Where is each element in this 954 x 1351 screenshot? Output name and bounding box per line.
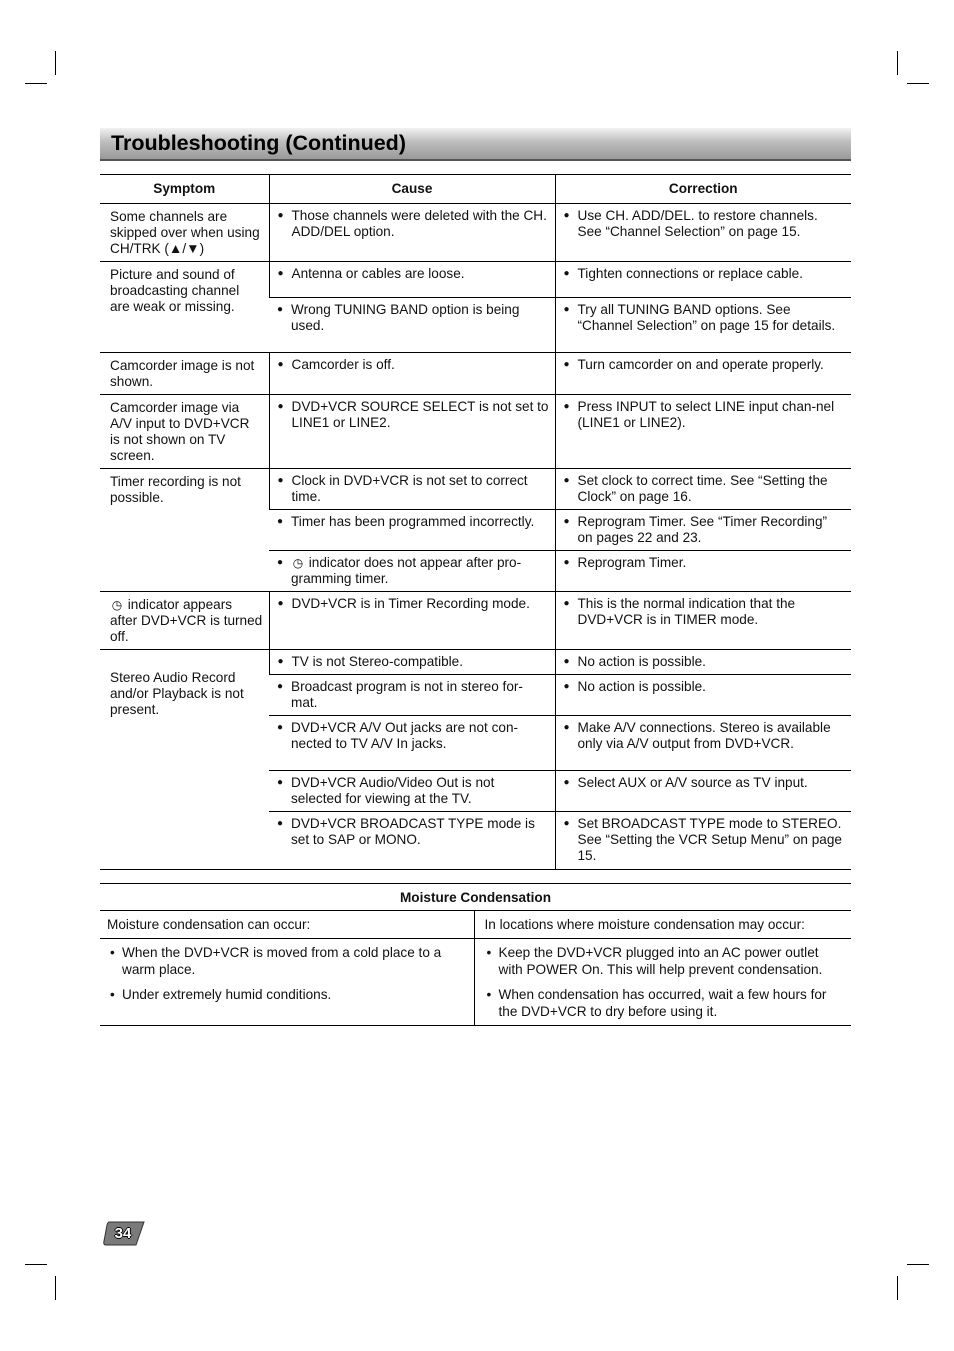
bullet-icon: ● (277, 516, 284, 527)
cause-text: DVD+VCR is in Timer Recording mode. (291, 596, 530, 611)
correction-cell (555, 812, 851, 870)
correction-text: Select AUX or A/V source as TV input. (577, 775, 808, 790)
cause-cell (269, 395, 555, 469)
title-bar (100, 128, 851, 161)
symptom-cell: Picture and sound of broadcasting channel are weak or missing. (100, 262, 269, 353)
correction-text: Set clock to correct time. See “Setting the Clock” on page 16. (577, 473, 828, 504)
bullet-icon: ● (563, 401, 570, 412)
cause-text: Camcorder is off. (291, 357, 395, 372)
symptom-text: indicator appears after DVD+VCR is turned off. (110, 597, 263, 644)
bullet-icon: ● (563, 656, 570, 667)
correction-cell (555, 592, 851, 650)
bullet-icon: ● (563, 777, 570, 788)
symptom-cell: Timer recording is not possible. (100, 469, 269, 592)
correction-cell (555, 469, 851, 510)
column-header-cause: Cause (269, 175, 555, 204)
cause-cell (269, 716, 555, 771)
bullet-icon: ● (277, 210, 284, 221)
bullet-icon: ● (277, 722, 284, 733)
cause-text: TV is not Stereo-compatible. (291, 654, 464, 669)
moisture-items-row (100, 939, 851, 1026)
troubleshooting-table (100, 174, 851, 870)
cause-cell (269, 353, 555, 395)
correction-cell (555, 353, 851, 395)
correction-cell (555, 675, 851, 716)
cause-text: Broadcast program is not in stereo for-mat. (291, 679, 523, 710)
cause-cell (269, 204, 555, 262)
table-row (100, 469, 851, 510)
cause-cell (269, 469, 555, 510)
crop-mark (25, 1264, 47, 1265)
cause-cell (269, 675, 555, 716)
symptom-cell: Stereo Audio Record and/or Playback is not present. (100, 650, 269, 870)
moisture-title-row (100, 884, 851, 911)
list-item (485, 944, 844, 978)
correction-cell (555, 771, 851, 812)
column-header-correction: Correction (555, 175, 851, 204)
correction-text: Use CH. ADD/DEL. to restore channels. See “Channel Selection” on page 15. (577, 208, 818, 239)
symptom-cell (100, 592, 269, 650)
cause-cell (269, 510, 555, 551)
table-row (100, 262, 851, 298)
bullet-icon: ● (563, 598, 570, 609)
moisture-right-list (474, 939, 851, 1026)
list-item-text: When the DVD+VCR is moved from a cold place to a warm place. (122, 945, 442, 977)
timer-clock-icon: ◷ (292, 556, 304, 570)
cause-cell (269, 298, 555, 353)
cause-text: DVD+VCR A/V Out jacks are not con-nected to TV A/V In jacks. (291, 720, 519, 751)
moisture-left-header: Moisture condensation can occur: (100, 911, 474, 939)
bullet-icon: • (110, 945, 115, 960)
moisture-title: Moisture Condensation (100, 884, 851, 911)
correction-cell (555, 551, 851, 592)
bullet-icon: ● (563, 359, 570, 370)
list-item (485, 986, 844, 1020)
cause-cell (269, 551, 555, 592)
cause-text: Those channels were deleted with the CH. ADD/DEL option. (291, 208, 547, 239)
bullet-icon: ● (563, 268, 570, 279)
correction-cell (555, 395, 851, 469)
page-number: 34 (114, 1225, 132, 1242)
bullet-icon: • (486, 945, 492, 960)
bullet-icon: ● (563, 557, 570, 568)
page-number-badge (103, 1221, 145, 1246)
correction-text: Tighten connections or replace cable. (577, 266, 803, 281)
correction-cell (555, 716, 851, 771)
crop-mark (897, 51, 898, 75)
bullet-icon: ● (563, 818, 570, 829)
correction-cell (555, 510, 851, 551)
cause-text: Timer has been programmed incorrectly. (291, 514, 535, 529)
bullet-icon: • (110, 987, 115, 1002)
column-header-symptom: Symptom (100, 175, 269, 204)
cause-cell (269, 771, 555, 812)
table-row (100, 395, 851, 469)
moisture-left-list (100, 939, 474, 1026)
correction-text: Reprogram Timer. See “Timer Recording” on pages 22 and 23. (577, 514, 828, 545)
list-item-text: When condensation has occurred, wait a few hours for the DVD+VCR to dry before using it. (498, 987, 827, 1019)
symptom-cell: Camcorder image is not shown. (100, 353, 269, 395)
list-item-text: Under extremely humid conditions. (122, 987, 332, 1002)
crop-mark (55, 51, 56, 75)
cause-text: Wrong TUNING BAND option is being used. (291, 302, 520, 333)
cause-cell (269, 592, 555, 650)
bullet-icon: ● (277, 557, 284, 568)
bullet-icon: ● (277, 777, 284, 788)
cause-cell (269, 812, 555, 870)
bullet-icon: • (486, 987, 492, 1002)
bullet-icon: ● (563, 681, 570, 692)
bullet-icon: ● (563, 304, 570, 315)
cause-text: DVD+VCR Audio/Video Out is not selected for viewing at the TV. (291, 775, 495, 806)
bullet-icon: ● (563, 210, 570, 221)
correction-text: Make A/V connections. Stereo is available only via A/V output from DVD+VCR. (577, 720, 831, 751)
list-item (108, 986, 466, 1003)
list-item (108, 944, 466, 978)
cause-text: Clock in DVD+VCR is not set to correct time. (291, 473, 528, 504)
correction-cell (555, 204, 851, 262)
table-row (100, 204, 851, 262)
bullet-icon: ● (277, 304, 284, 315)
bullet-icon: ● (277, 656, 284, 667)
timer-clock-icon: ◷ (111, 598, 123, 612)
cause-cell (269, 262, 555, 298)
crop-mark (55, 1276, 56, 1300)
bullet-icon: ● (563, 722, 570, 733)
bullet-icon: ● (277, 818, 284, 829)
correction-text: Try all TUNING BAND options. See “Channel Selection” on page 15 for details. (577, 302, 836, 333)
correction-cell (555, 262, 851, 298)
bullet-icon: ● (277, 598, 284, 609)
correction-cell (555, 298, 851, 353)
symptom-cell: Some channels are skipped over when using CH/TRK (▲/▼) (100, 204, 269, 262)
cause-text: Antenna or cables are loose. (291, 266, 465, 281)
cause-text (291, 555, 549, 587)
moisture-right-header: In locations where moisture condensation may occur: (474, 911, 851, 939)
correction-text: Turn camcorder on and operate properly. (577, 357, 824, 372)
table-row (100, 353, 851, 395)
bullet-icon: ● (277, 268, 284, 279)
crop-mark (25, 83, 47, 84)
moisture-header-row (100, 911, 851, 939)
crop-mark (897, 1276, 898, 1300)
cause-text-rest: indicator does not appear after pro-gramming timer. (291, 555, 522, 586)
symptom-cell: Camcorder image via A/V input to DVD+VCR is not shown on TV screen. (100, 395, 269, 469)
bullet-icon: ● (277, 359, 284, 370)
bullet-icon: ● (277, 401, 284, 412)
moisture-condensation-table (100, 883, 851, 1026)
table-row (100, 592, 851, 650)
correction-text: Press INPUT to select LINE input chan-nel (LINE1 or LINE2). (577, 399, 835, 430)
page-title: Troubleshooting (Continued) (111, 131, 406, 155)
table-header-row (100, 175, 851, 204)
correction-text: Set BROADCAST TYPE mode to STEREO. See “Setting the VCR Setup Menu” on page 15. (577, 816, 842, 863)
cause-text: DVD+VCR BROADCAST TYPE mode is set to SAP or MONO. (291, 816, 535, 847)
bullet-icon: ● (563, 516, 570, 527)
correction-cell (555, 650, 851, 675)
correction-text: Reprogram Timer. (577, 555, 687, 570)
bullet-icon: ● (277, 475, 284, 486)
bullet-icon: ● (277, 681, 284, 692)
bullet-icon: ● (563, 475, 570, 486)
correction-text: This is the normal indication that the DVD+VCR is in TIMER mode. (577, 596, 796, 627)
list-item-text: Keep the DVD+VCR plugged into an AC power outlet with POWER On. This will help prevent condensation. (498, 945, 823, 977)
crop-mark (907, 83, 929, 84)
crop-mark (907, 1264, 929, 1265)
correction-text: No action is possible. (577, 654, 706, 669)
correction-text: No action is possible. (577, 679, 706, 694)
cause-text: DVD+VCR SOURCE SELECT is not set to LINE1 or LINE2. (291, 399, 549, 430)
cause-cell (269, 650, 555, 675)
table-row (100, 650, 851, 675)
